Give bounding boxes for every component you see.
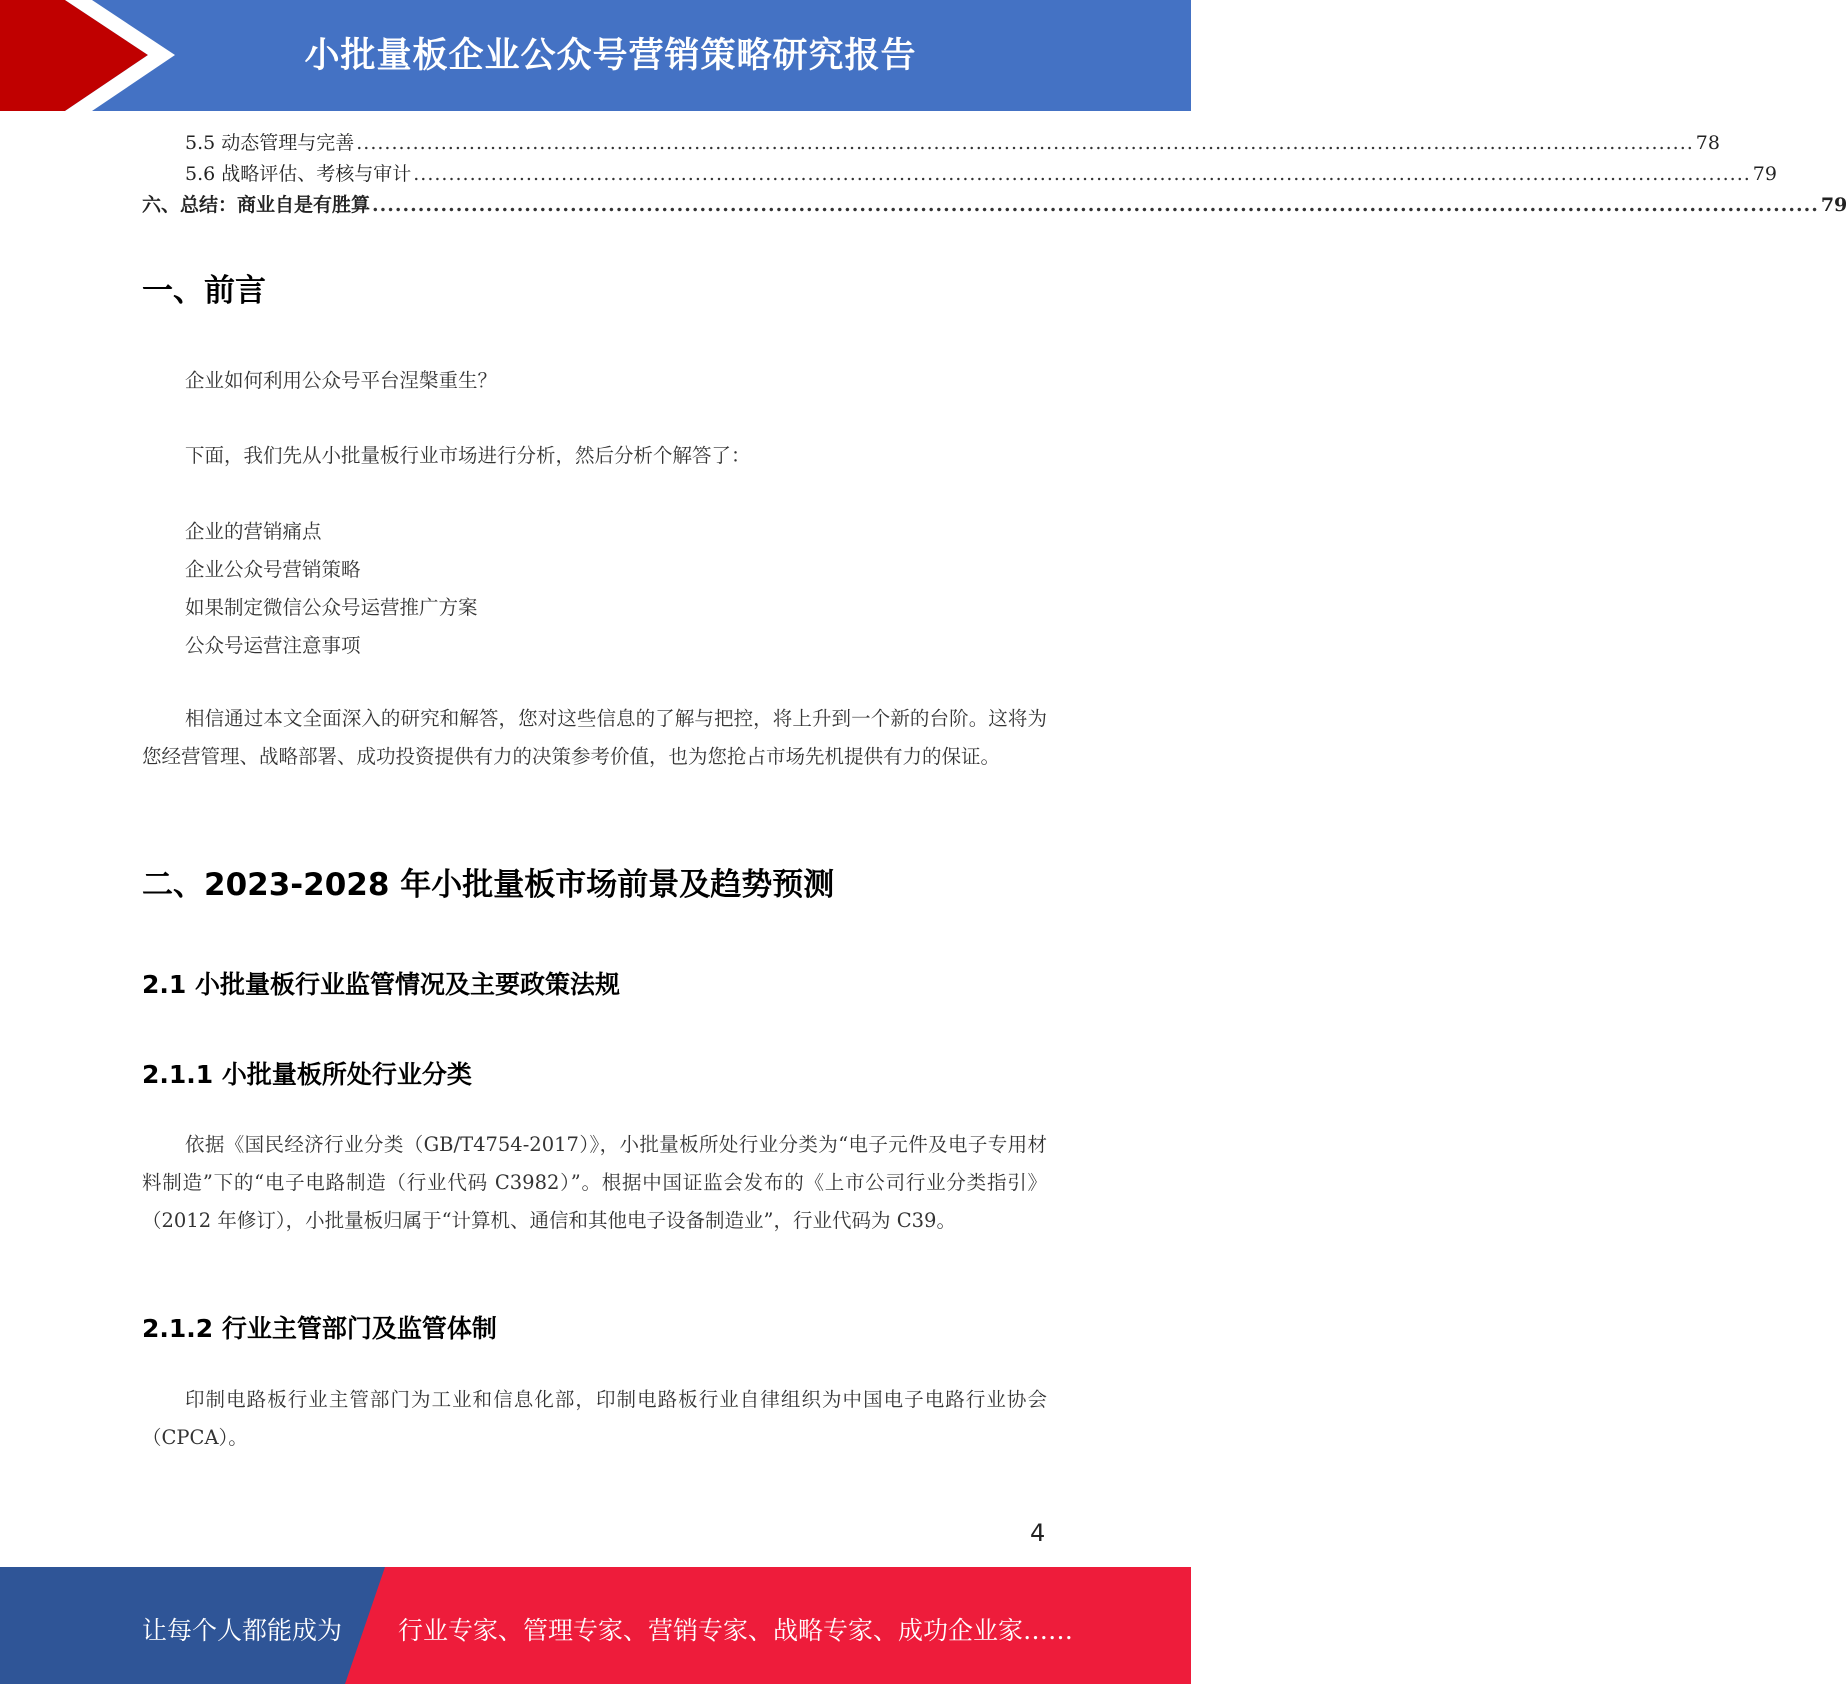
toc-entry-page: 79 xyxy=(1752,163,1777,185)
page-number: 4 xyxy=(1030,1519,1046,1547)
toc-entry-page: 79 xyxy=(1820,194,1847,216)
toc-leader: .............................................................................................................................................................................................. xyxy=(372,194,1819,216)
toc-leader: .............................................................................................................................................................................................. xyxy=(413,163,1751,185)
list-item: 公众号运营注意事项 xyxy=(185,634,361,657)
page-footer xyxy=(0,1567,1191,1684)
toc-entry-page: 78 xyxy=(1695,132,1720,154)
preface-closing-paragraph: 相信通过本文全面深入的研究和解答，您对这些信息的了解与把控，将上升到一个新的台阶。这将为您经营管理、战略部署、成功投资提供有力的决策参考价值，也为您抢占市场先机提供有力的保证。 xyxy=(142,707,1047,768)
list-item: 如果制定微信公众号运营推广方案 xyxy=(185,596,478,619)
section-heading-outlook: 二、2023-2028 年小批量板市场前景及趋势预测 xyxy=(142,867,835,903)
preface-question: 企业如何利用公众号平台涅槃重生？ xyxy=(185,369,498,392)
report-title: 小批量板企业公众号营销策略研究报告 xyxy=(304,36,917,76)
regulator-paragraph: 印制电路板行业主管部门为工业和信息化部，印制电路板行业自律组织为中国电子电路行业协会（CPCA）。 xyxy=(142,1388,1047,1449)
footer-slogan-right: 行业专家、管理专家、营销专家、战略专家、成功企业家…… xyxy=(398,1616,1074,1645)
subsection-heading-2-1-2: 2.1.2 行业主管部门及监管体制 xyxy=(142,1314,497,1343)
subsection-heading-2-1: 2.1 小批量板行业监管情况及主要政策法规 xyxy=(142,970,620,999)
preface-intro: 下面，我们先从小批量板行业市场进行分析，然后分析个解答了： xyxy=(185,444,751,467)
toc-entry-label: 5.5 动态管理与完善 xyxy=(185,132,355,154)
industry-classification-paragraph: 依据《国民经济行业分类（GB/T4754-2017）》，小批量板所处行业分类为“电子元件及电子专用材料制造”下的“电子电路制造（行业代码 C3982）”。根据中国证监会发布的《上市公司行业分类指引》（2012 年修订），小批量板归属于“计算机、通信和其他电子设备制造业”，行业代码为 C39。 xyxy=(142,1133,1047,1232)
toc-entry[interactable] xyxy=(185,131,1720,155)
toc-entry[interactable] xyxy=(142,193,1847,217)
page-header xyxy=(0,0,1191,111)
toc-entry[interactable] xyxy=(185,162,1777,186)
toc-entry-label: 六、总结：商业自是有胜算 xyxy=(142,194,371,216)
toc-leader: .............................................................................................................................................................................................. xyxy=(356,132,1694,154)
footer-slogan-left: 让每个人都能成为 xyxy=(142,1616,343,1645)
section-heading-preface: 一、前言 xyxy=(142,273,266,309)
subsection-heading-2-1-1: 2.1.1 小批量板所处行业分类 xyxy=(142,1060,472,1089)
toc-entry-label: 5.6 战略评估、考核与审计 xyxy=(185,163,412,185)
list-item: 企业的营销痛点 xyxy=(185,520,322,543)
list-item: 企业公众号营销策略 xyxy=(185,558,361,581)
